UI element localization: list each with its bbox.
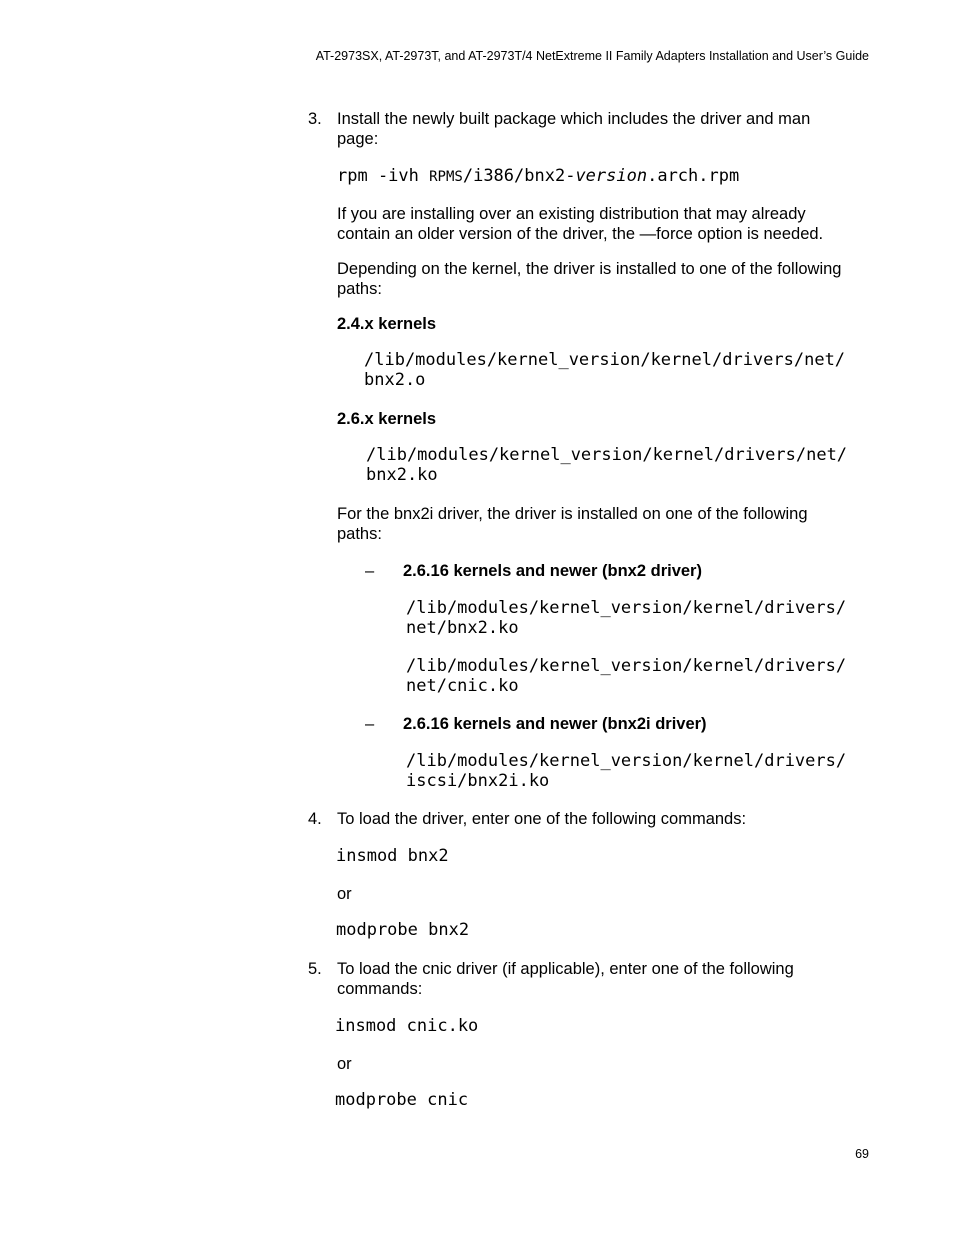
force-note-line-1: If you are installing over an existing distribution that may already bbox=[337, 205, 806, 223]
rpm-cmd-path: /i386/bnx2- bbox=[462, 166, 576, 186]
step-5-text-line-2: commands: bbox=[337, 980, 423, 998]
cnic-driver-path-line-2: net/cnic.ko bbox=[406, 676, 519, 696]
modprobe-bnx2-command: modprobe bnx2 bbox=[336, 920, 470, 940]
bnx2i-driver-path-line-1: /lib/modules/kernel_version/kernel/drivers/ bbox=[406, 751, 847, 771]
bnx2-driver-path-line-2: net/bnx2.ko bbox=[406, 618, 519, 638]
rpm-cmd-version: version bbox=[575, 166, 648, 186]
bullet-dash-2: – bbox=[365, 715, 375, 733]
kernel-26-heading: 2.6.x kernels bbox=[337, 410, 437, 428]
insmod-cnic-command: insmod cnic.ko bbox=[335, 1016, 479, 1036]
insmod-bnx2-command: insmod bnx2 bbox=[336, 846, 449, 866]
rpm-cmd-rpms: RPMS bbox=[429, 169, 463, 185]
step-4-or: or bbox=[337, 885, 352, 903]
step-3-number: 3. bbox=[308, 110, 322, 128]
step-3-text-line-1: Install the newly built package which includes the driver and man bbox=[337, 110, 811, 128]
rpm-cmd-suffix: .arch.rpm bbox=[647, 166, 740, 186]
bnx2i-intro-line-2: paths: bbox=[337, 525, 382, 543]
force-note-line-2: contain an older version of the driver, the —force option is needed. bbox=[337, 225, 824, 243]
bnx2i-intro-line-1: For the bnx2i driver, the driver is installed on one of the following bbox=[337, 505, 808, 523]
step-3-text-line-2: page: bbox=[337, 130, 379, 148]
step-4-number: 4. bbox=[308, 810, 322, 828]
kernel-24-heading: 2.4.x kernels bbox=[337, 315, 437, 333]
kernel-26-path-line-1: /lib/modules/kernel_version/kernel/drivers/net/ bbox=[366, 445, 848, 465]
bnx2-driver-heading: 2.6.16 kernels and newer (bnx2 driver) bbox=[403, 562, 702, 580]
kernel-24-path-line-1: /lib/modules/kernel_version/kernel/drivers/net/ bbox=[364, 350, 846, 370]
rpm-install-command bbox=[337, 166, 739, 187]
kernel-paths-intro-line-2: paths: bbox=[337, 280, 382, 298]
kernel-26-path-line-2: bnx2.ko bbox=[366, 465, 438, 485]
bullet-dash-1: – bbox=[365, 562, 375, 580]
bnx2i-driver-path-line-2: iscsi/bnx2i.ko bbox=[406, 771, 550, 791]
running-header: AT-2973SX, AT-2973T, and AT-2973T/4 NetExtreme II Family Adapters Installation and User’s Guide bbox=[315, 49, 869, 63]
cnic-driver-path-line-1: /lib/modules/kernel_version/kernel/drivers/ bbox=[406, 656, 847, 676]
kernel-paths-intro-line-1: Depending on the kernel, the driver is installed to one of the following bbox=[337, 260, 842, 278]
modprobe-cnic-command: modprobe cnic bbox=[335, 1090, 469, 1110]
kernel-24-path-line-2: bnx2.o bbox=[364, 370, 426, 390]
step-4-text: To load the driver, enter one of the following commands: bbox=[337, 810, 747, 828]
step-5-or: or bbox=[337, 1055, 352, 1073]
rpm-cmd-part: rpm -ivh bbox=[337, 166, 430, 186]
page-number: 69 bbox=[855, 1147, 869, 1161]
bnx2-driver-path-line-1: /lib/modules/kernel_version/kernel/drivers/ bbox=[406, 598, 847, 618]
step-5-text-line-1: To load the cnic driver (if applicable), enter one of the following bbox=[337, 960, 794, 978]
bnx2i-driver-heading: 2.6.16 kernels and newer (bnx2i driver) bbox=[403, 715, 707, 733]
step-5-number: 5. bbox=[308, 960, 322, 978]
